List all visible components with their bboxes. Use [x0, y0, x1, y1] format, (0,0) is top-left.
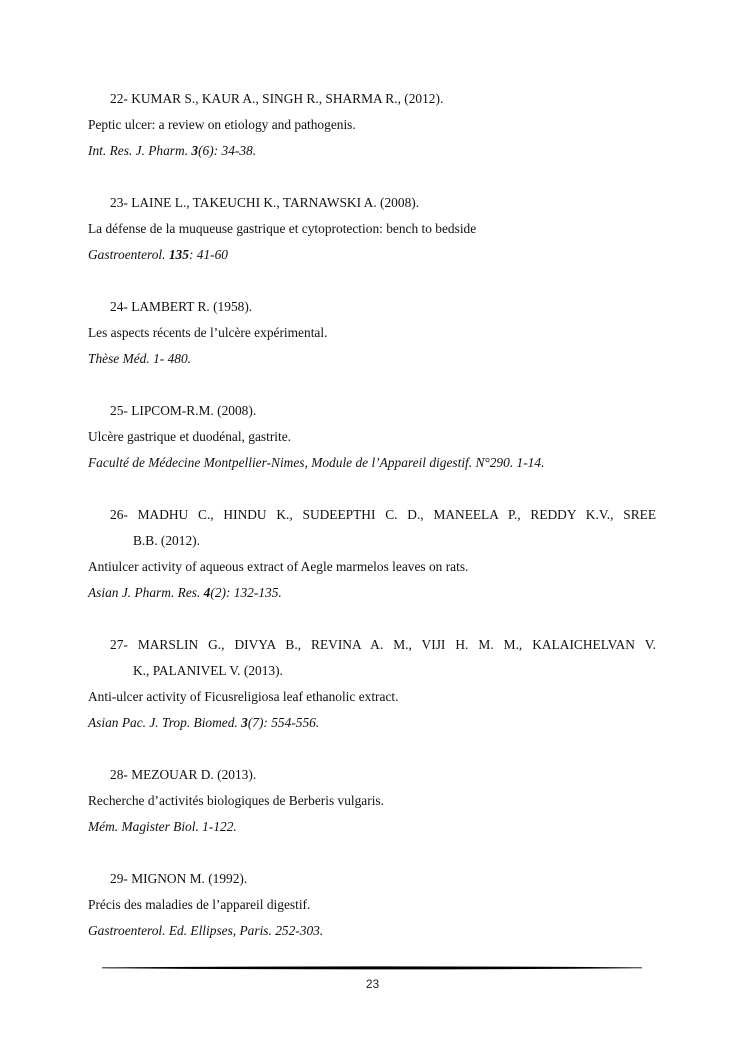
journal-pages: (7): 554-556. — [247, 715, 320, 730]
reference-authors: 22- KUMAR S., KAUR A., SINGH R., SHARMA R., (2012). — [110, 91, 444, 106]
reference-authors-continued: K., PALANIVEL V. (2013). — [133, 663, 283, 678]
reference-entry — [88, 502, 656, 606]
journal-name: Int. Res. J. Pharm. — [88, 143, 192, 158]
reference-authors: 25- LIPCOM-R.M. (2008). — [110, 403, 257, 418]
reference-title: Ulcère gastrique et duodénal, gastrite. — [88, 429, 292, 444]
journal-volume: 4 — [203, 585, 211, 600]
reference-title: La défense de la muqueuse gastrique et cytoprotection: bench to bedside — [88, 221, 477, 236]
reference-title: Anti-ulcer activity of Ficusreligiosa leaf ethanolic extract. — [88, 689, 399, 704]
reference-journal: Thèse Méd. 1- 480. — [88, 351, 192, 366]
reference-entry — [88, 632, 656, 736]
reference-authors: 29- MIGNON M. (1992). — [110, 871, 248, 886]
reference-entry — [88, 190, 656, 268]
journal-volume: 3 — [241, 715, 248, 730]
reference-entry — [88, 398, 656, 476]
journal-name: Asian J. Pharm. Res. — [88, 585, 204, 600]
journal-pages: (6): 34-38. — [198, 143, 257, 158]
reference-journal — [88, 138, 656, 164]
reference-journal — [88, 580, 656, 606]
journal-pages: : 41-60 — [188, 247, 228, 262]
reference-entry — [88, 762, 656, 840]
reference-journal: Mém. Magister Biol. 1-122. — [88, 819, 237, 834]
reference-authors: 23- LAINE L., TAKEUCHI K., TARNAWSKI A. (2008). — [110, 195, 420, 210]
reference-authors: 26- MADHU C., HINDU K., SUDEEPTHI C. D., MANEELA P., REDDY K.V., SREE — [110, 507, 656, 522]
journal-pages: (2): 132-135. — [210, 585, 282, 600]
reference-journal — [88, 710, 656, 736]
reference-title: Antiulcer activity of aqueous extract of Aegle marmelos leaves on rats. — [88, 559, 469, 574]
journal-name: Gastroenterol. — [88, 247, 169, 262]
journal-volume: 3 — [191, 143, 199, 158]
reference-journal: Gastroenterol. Ed. Ellipses, Paris. 252-303. — [88, 923, 324, 938]
reference-list — [88, 86, 656, 970]
reference-entry — [88, 866, 656, 944]
reference-title: Peptic ulcer: a review on etiology and pathogenis. — [88, 117, 356, 132]
reference-title: Recherche d’activités biologiques de Berberis vulgaris. — [88, 793, 384, 808]
page-number: 23 — [365, 977, 380, 991]
reference-title: Précis des maladies de l’appareil digestif. — [88, 897, 311, 912]
reference-authors: 27- MARSLIN G., DIVYA B., REVINA A. M., VIJI H. M. M., KALAICHELVAN V. — [110, 637, 656, 652]
footer-divider — [102, 966, 642, 970]
reference-authors-continued: B.B. (2012). — [133, 533, 200, 548]
reference-authors: 28- MEZOUAR D. (2013). — [110, 767, 257, 782]
reference-journal — [88, 242, 656, 268]
reference-entry — [88, 294, 656, 372]
journal-volume: 135 — [168, 247, 189, 262]
reference-entry — [88, 86, 656, 164]
reference-title: Les aspects récents de l’ulcère expérimental. — [88, 325, 328, 340]
journal-name: Asian Pac. J. Trop. Biomed. — [88, 715, 242, 730]
reference-journal: Faculté de Médecine Montpellier-Nimes, Module de l’Appareil digestif. N°290. 1-14. — [88, 455, 545, 470]
reference-authors: 24- LAMBERT R. (1958). — [110, 299, 253, 314]
